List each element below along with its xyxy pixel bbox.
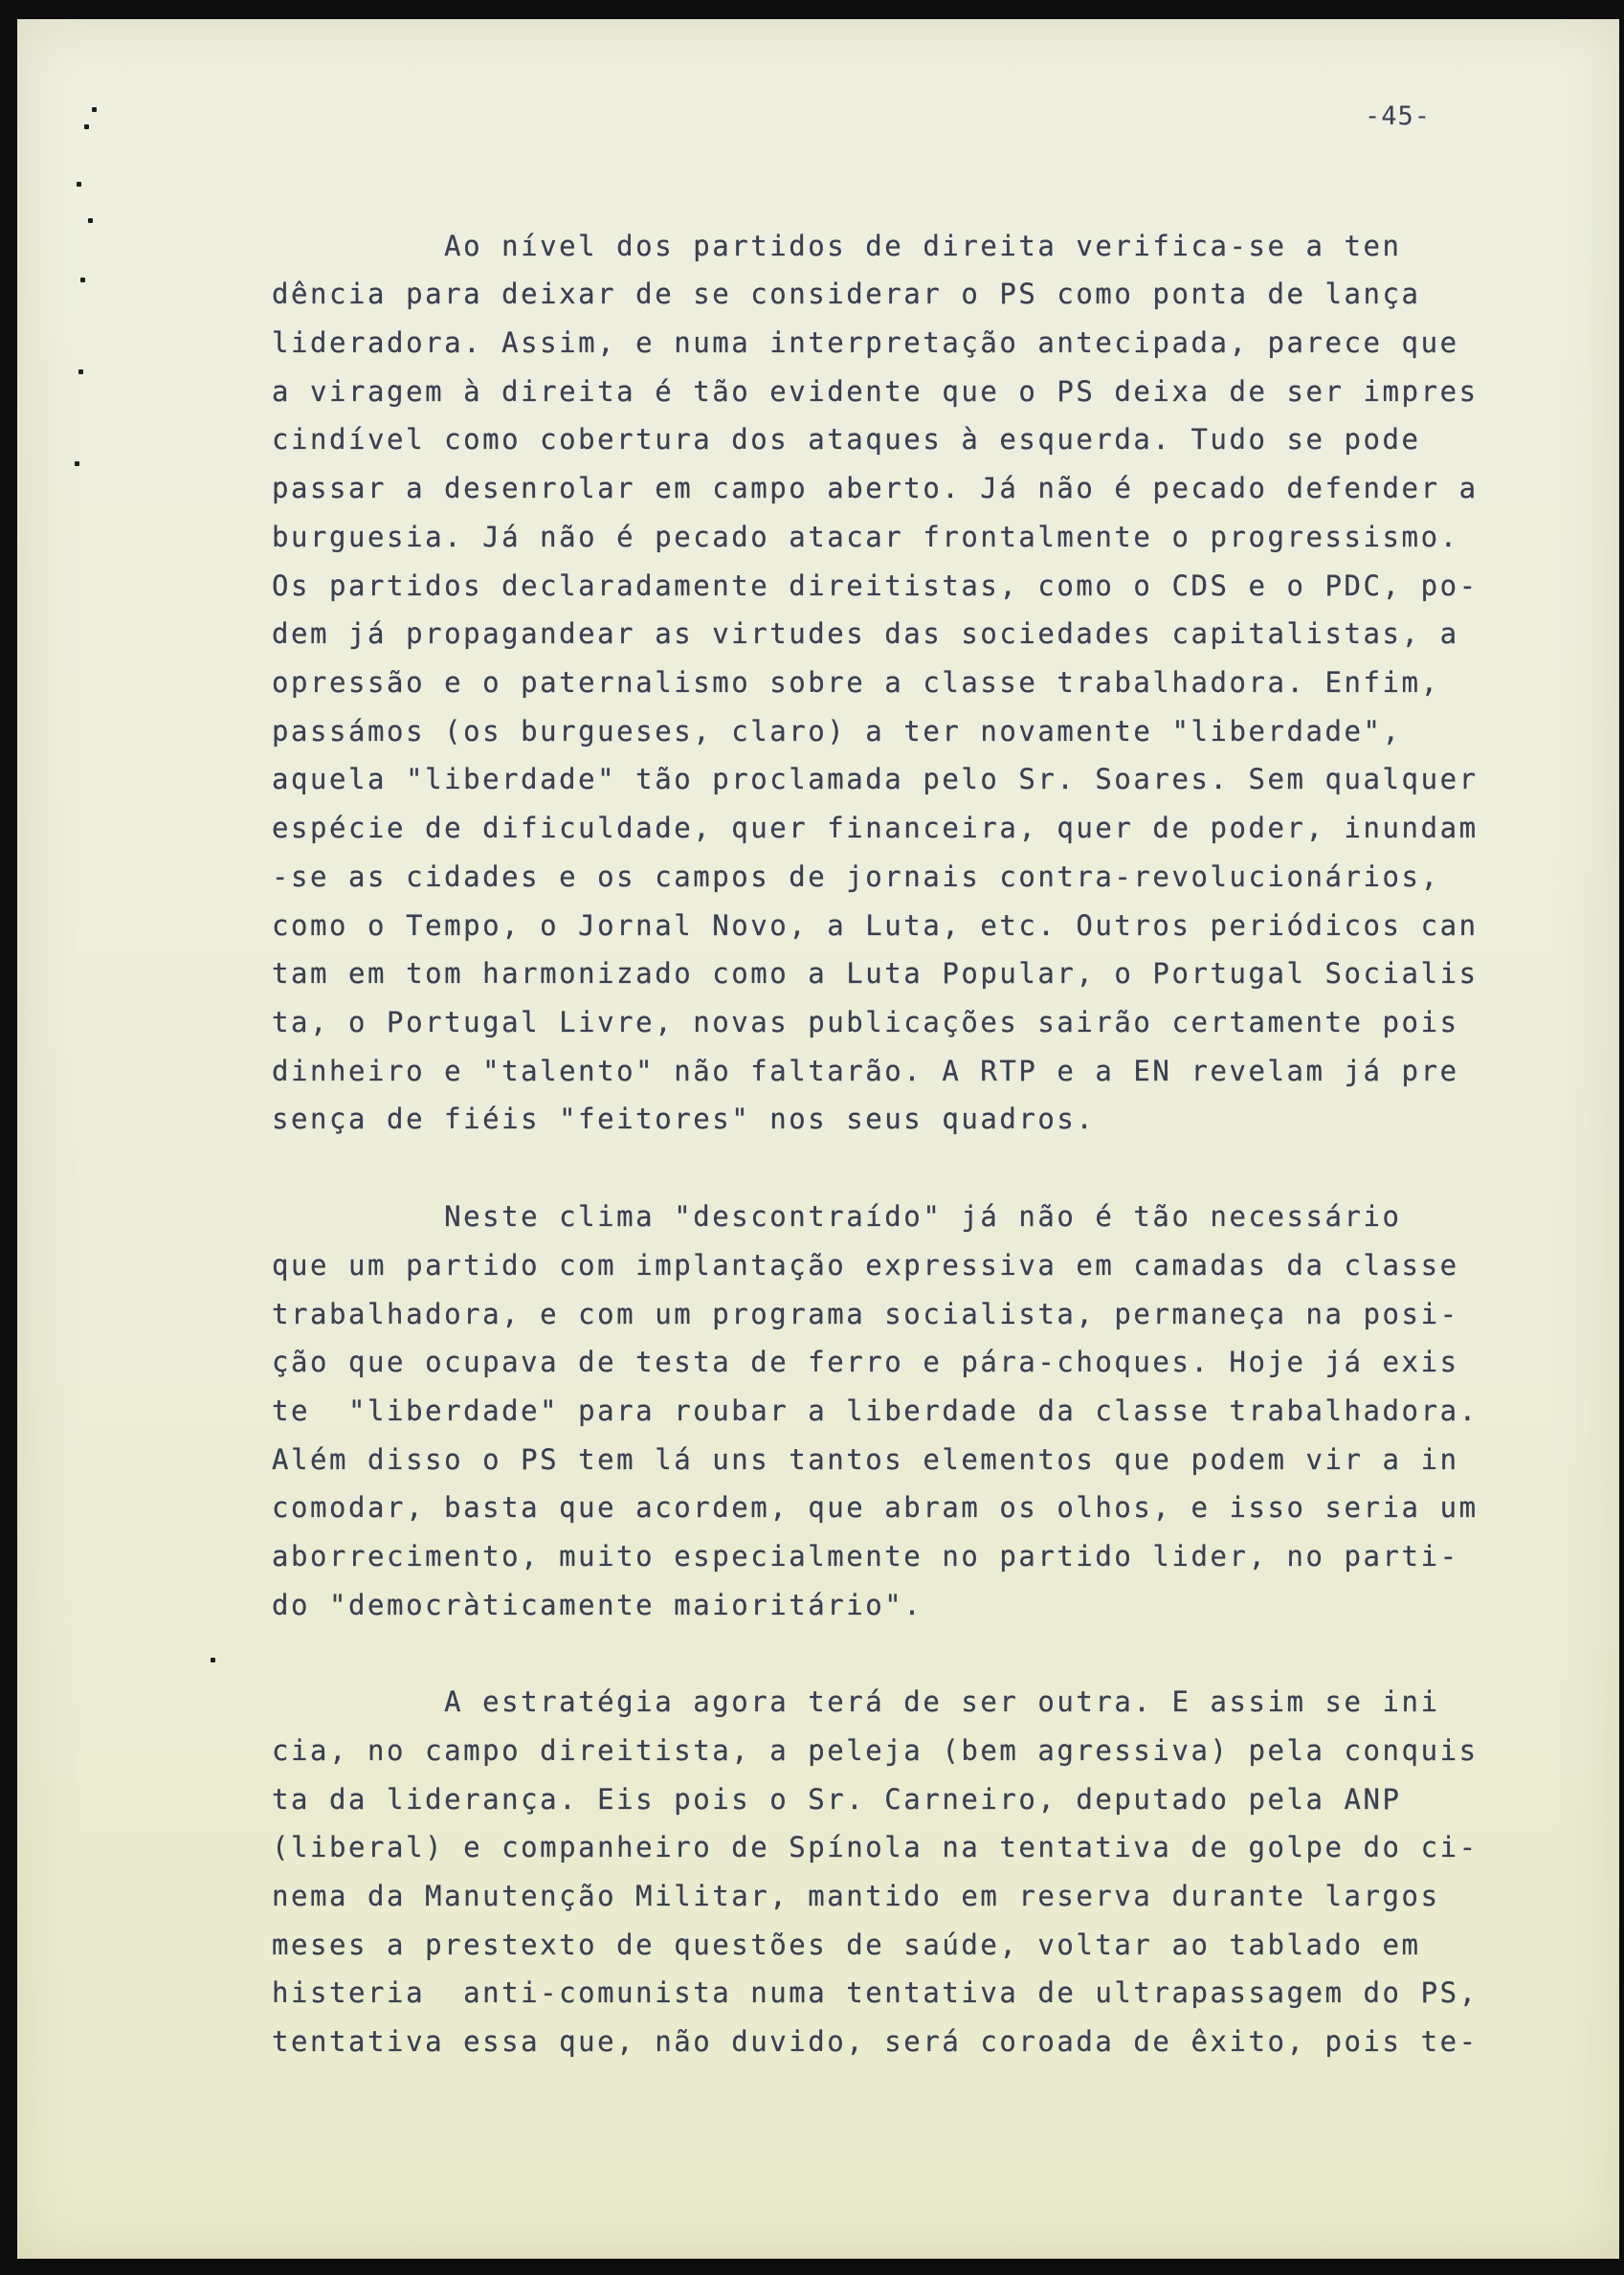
- text-line: tentativa essa que, não duvido, será coroada de êxito, pois te-: [272, 2025, 1479, 2058]
- text-line: Os partidos declaradamente direitistas, como o CDS e o PDC, po-: [272, 569, 1479, 602]
- text-line: Além disso o PS tem lá uns tantos elementos que podem vir a in: [272, 1443, 1459, 1476]
- text-line: ção que ocupava de testa de ferro e pára-choques. Hoje já exis: [272, 1346, 1459, 1378]
- text-line: lideradora. Assim, e numa interpretação antecipada, parece que: [272, 326, 1459, 359]
- text-line: nema da Manutenção Militar, mantido em reserva durante largos: [272, 1880, 1440, 1912]
- text-line: dinheiro e "talento" não faltarão. A RTP e a EN revelam já pre: [272, 1055, 1459, 1087]
- punch-mark: [80, 278, 85, 282]
- text-line: sença de fiéis "feitores" nos seus quadros.: [272, 1103, 1096, 1135]
- text-line: histeria anti-comunista numa tentativa de ultrapassagem do PS,: [272, 1976, 1479, 2009]
- text-line: cia, no campo direitista, a peleja (bem agressiva) pela conquis: [272, 1734, 1479, 1767]
- text-line: comodar, basta que acordem, que abram os olhos, e isso seria um: [272, 1491, 1479, 1524]
- text-line: cindível como cobertura dos ataques à esquerda. Tudo se pode: [272, 423, 1421, 456]
- text-line: (liberal) e companheiro de Spínola na tentativa de golpe do ci-: [272, 1831, 1479, 1863]
- text-line: opressão e o paternalismo sobre a classe trabalhadora. Enfim,: [272, 666, 1440, 699]
- text-line: passar a desenrolar em campo aberto. Já não é pecado defender a: [272, 472, 1479, 504]
- text-line: dência para deixar de se considerar o PS como ponta de lança: [272, 278, 1421, 310]
- text-line: ta, o Portugal Livre, novas publicações sairão certamente pois: [272, 1006, 1459, 1038]
- text-line: burguesia. Já não é pecado atacar frontalmente o progressismo.: [272, 521, 1459, 553]
- text-line: -se as cidades e os campos de jornais contra-revolucionários,: [272, 860, 1440, 893]
- punch-mark: [84, 124, 89, 129]
- text-line: espécie de dificuldade, quer financeira, quer de poder, inundam: [272, 812, 1479, 844]
- text-line: como o Tempo, o Jornal Novo, a Luta, etc. Outros periódicos can: [272, 909, 1479, 942]
- text-line: a viragem à direita é tão evidente que o PS deixa de ser impres: [272, 375, 1479, 408]
- text-line: que um partido com implantação expressiva em camadas da classe: [272, 1249, 1459, 1282]
- text-line: Neste clima "descontraído" já não é tão necessário: [272, 1200, 1402, 1233]
- punch-mark: [211, 1658, 215, 1662]
- text-line: trabalhadora, e com um programa socialista, permaneça na posi-: [272, 1298, 1459, 1330]
- text-line: dem já propagandear as virtudes das sociedades capitalistas, a: [272, 617, 1459, 650]
- typewritten-page: [17, 19, 1619, 2259]
- punch-mark: [88, 218, 93, 223]
- text-line: meses a prestexto de questões de saúde, voltar ao tablado em: [272, 1929, 1421, 1961]
- text-line: do "democràticamente maioritário".: [272, 1589, 923, 1621]
- text-line: te "liberdade" para roubar a liberdade da classe trabalhadora.: [272, 1394, 1479, 1427]
- page-number: -45-: [1365, 101, 1432, 131]
- text-line: ta da liderança. Eis pois o Sr. Carneiro, deputado pela ANP: [272, 1783, 1402, 1816]
- text-line: passámos (os burgueses, claro) a ter novamente "liberdade",: [272, 715, 1402, 747]
- text-line: tam em tom harmonizado como a Luta Popular, o Portugal Socialis: [272, 957, 1479, 990]
- punch-mark: [75, 461, 79, 466]
- text-line: Ao nível dos partidos de direita verifica-se a ten: [272, 230, 1402, 262]
- text-line: A estratégia agora terá de ser outra. E assim se ini: [272, 1685, 1440, 1718]
- text-line: aquela "liberdade" tão proclamada pelo Sr. Soares. Sem qualquer: [272, 763, 1479, 795]
- punch-mark: [77, 182, 81, 187]
- punch-mark: [78, 369, 83, 374]
- text-line: aborrecimento, muito especialmente no partido lider, no parti-: [272, 1540, 1459, 1572]
- punch-mark: [92, 107, 97, 112]
